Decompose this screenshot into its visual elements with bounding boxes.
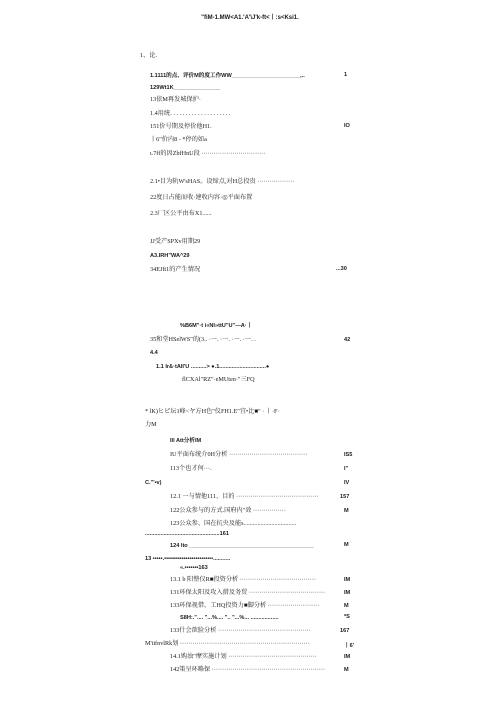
toc-line: 丨6"价内8 - *停的如a (150, 136, 207, 143)
toc-line: 1.1111的点、评价M的度工作WW______________________,.. (150, 73, 305, 79)
toc-line: 151价号期及停价他H1. (150, 123, 212, 130)
toc-page: I" (344, 466, 349, 472)
toc-line: ................................................161 (145, 531, 229, 537)
toc-page: IM (344, 654, 351, 660)
toc-line: A3.IRH"WA^29 (150, 253, 190, 259)
toc-line: 22度日占能而收·建收内容·◎平面布置 (150, 194, 253, 201)
toc-page: 157 (340, 494, 350, 500)
toc-line: 1、论. (140, 52, 158, 59)
toc-page: IM (344, 590, 351, 596)
toc-line: IU平面布统介0H分析 ······································ (170, 451, 308, 458)
toc-page: 丨6' (344, 643, 355, 649)
toc-page: *S (344, 614, 350, 620)
toc-page: M (344, 542, 349, 548)
toc-page: 167 (340, 628, 350, 634)
toc-line: 1.4用统．．．．．．．．．．．．．．．．．．．． (150, 110, 235, 117)
toc-line: 13依M再发城保护· (150, 96, 201, 103)
toc-line: S8H:.".... "...%.... ".. "...%... .................. (180, 615, 279, 621)
toc-line: Ill Att分析IM (170, 438, 202, 444)
toc-page: M (344, 508, 349, 514)
toc-line: JJ受产SPXv用期29 (150, 238, 201, 245)
toc-page: IO (344, 123, 350, 129)
toc-line: 133什会歆脸分析 ············································· (170, 627, 311, 634)
toc-page: IV (344, 480, 350, 486)
toc-line: C.'''•v) (145, 480, 162, 486)
toc-line: 133环保视借、工HQ投资力■脚分析 ························· (170, 602, 320, 609)
toc-page: M (344, 603, 349, 609)
toc-line: * lK)ヒピ坛1峰<ヤ方H色"仪FH1.E"宜•比■" · 丨·F· (145, 408, 280, 415)
toc-line: ι.7ff的因ZbfHnU段 ······························· (150, 150, 266, 157)
toc-line: 124 Ito ________________________________________ (170, 543, 314, 549)
toc-page: M (344, 667, 349, 673)
toc-line: 123公众参、国在抗央及能s.................................. (170, 520, 297, 527)
toc-page: IS5 (344, 452, 353, 458)
toc-line: 113个也才何···. (170, 465, 212, 472)
toc-line: 12.1 一与情他111、目的 ········································ (170, 493, 319, 500)
toc-line: flCXAl"RZ"·eMUten·"三FQ (182, 376, 255, 383)
toc-line: 2.1•目为轨W'sHAS。设缔点,对H总投贵 ·················· (150, 178, 295, 185)
toc-page: 1 (344, 72, 348, 78)
toc-line: 2.3厂区公平由布X1...... (150, 210, 212, 217)
toc-line: 4.4 (150, 350, 158, 356)
toc-line: 142策呈环略保 ······················································· (170, 666, 326, 673)
toc-line: 13 •••••.•••••••••••••••••••••••••........... (145, 556, 231, 562)
toc-line: «.•••••••163 (180, 565, 208, 571)
toc-line: 13.1 b 阳整仅R■投资分析 ····································· (170, 576, 316, 583)
toc-line: %B6M"·t i«Nl»ttU"U"—A·丨 (180, 323, 253, 329)
toc-line: 34EJft1的产生情况 (150, 266, 201, 273)
toc-line: 14.1购浊"摩实施计划 ··········································· (170, 653, 317, 660)
page-header: "fiM-1.MW<A1.'A'\J'k-ft<丨:s<Ksi1. (201, 15, 299, 21)
toc-line: 35和堂HSelWS"的(3.．·一．·一．·一．·一．． (150, 336, 261, 343)
toc-line: 129Wt1K_______________ (150, 85, 221, 91)
toc-page: 42 (344, 337, 351, 343)
toc-page: IM (344, 577, 351, 583)
toc-line: M'iifnvlRk划 ······························································· (145, 640, 310, 647)
toc-line: 1.1 Ir&·tAII'U ..........> ●.1..............................● (156, 364, 270, 370)
toc-line: 力M (145, 421, 157, 428)
toc-line: 131环保太阳及攻入措及务贸 ····································· (170, 589, 326, 596)
toc-line: 122公众参与的方式.国府内"效 ················ (170, 507, 286, 514)
toc-page: ...30 (336, 266, 347, 272)
